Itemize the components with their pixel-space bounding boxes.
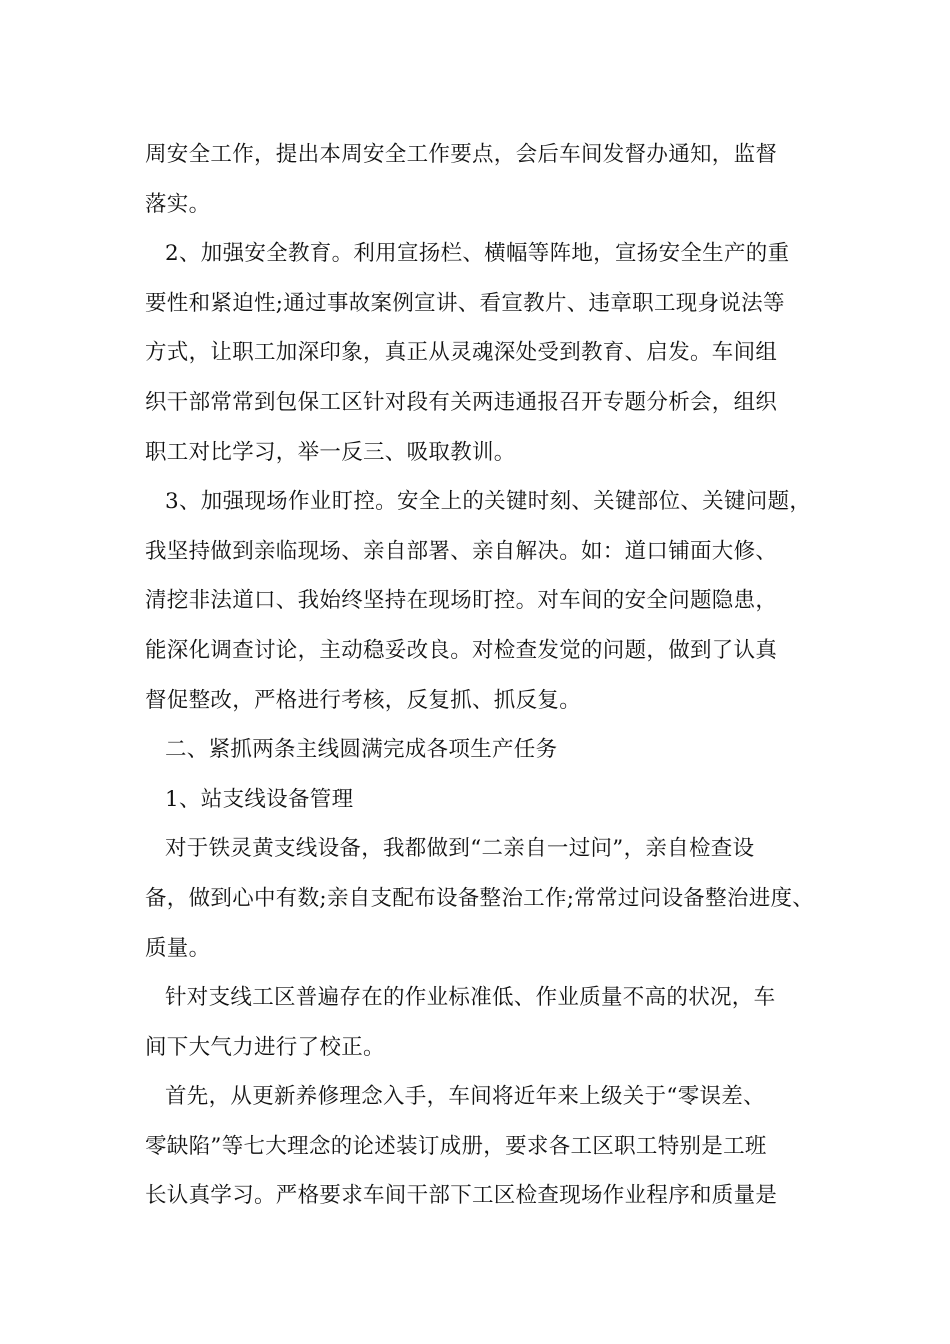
text-line: 我坚持做到亲临现场、亲自部署、亲自解决。如：道口铺面大修、 — [145, 538, 778, 564]
text-line: 长认真学习。严格要求车间干部下工区检查现场作业程序和质量是 — [145, 1183, 778, 1209]
text-line: 落实。 — [145, 191, 211, 217]
text-line: 3、加强现场作业盯控。安全上的关键时刻、关键部位、关键问题， — [165, 489, 812, 515]
text-line: 织干部常常到包保工区针对段有关两违通报召开专题分析会，组织 — [145, 389, 778, 415]
text-line: 方式，让职工加深印象，真正从灵魂深处受到教育、启发。车间组 — [145, 340, 778, 366]
text-line: 质量。 — [145, 935, 211, 961]
text-line: 零缺陷”等七大理念的论述装订成册，要求各工区职工特别是工班 — [145, 1133, 767, 1159]
text-line: 备，做到心中有数;亲自支配布设备整治工作;常常过问设备整治进度、 — [145, 885, 815, 911]
text-line: 能深化调查讨论，主动稳妥改良。对检查发觉的问题，做到了认真 — [145, 637, 778, 663]
text-line: 2、加强安全教育。利用宣扬栏、横幅等阵地，宣扬安全生产的重 — [165, 241, 790, 267]
text-line: 要性和紧迫性;通过事故案例宣讲、看宣教片、违章职工现身说法等 — [145, 290, 785, 316]
document-body — [145, 130, 825, 1221]
text-line: 首先，从更新养修理念入手，车间将近年来上级关于“零误差、 — [165, 1084, 765, 1110]
subsection-heading: 1、站支线设备管理 — [165, 786, 354, 812]
text-line: 清挖非法道口、我始终坚持在现场盯控。对车间的安全问题隐患， — [145, 588, 778, 614]
section-heading: 二、紧抓两条主线圆满完成各项生产任务 — [165, 737, 558, 763]
text-line: 对于铁灵黄支线设备，我都做到“二亲自一过问”，亲自检查设 — [165, 836, 755, 862]
text-line: 督促整改，严格进行考核，反复抓、抓反复。 — [145, 687, 582, 713]
text-line: 针对支线工区普遍存在的作业标准低、作业质量不高的状况，车 — [165, 985, 776, 1011]
text-line: 周安全工作，提出本周安全工作要点，会后车间发督办通知，监督 — [145, 142, 778, 167]
text-line: 职工对比学习，举一反三、吸取教训。 — [145, 439, 516, 465]
text-line: 间下大气力进行了校正。 — [145, 1034, 385, 1060]
